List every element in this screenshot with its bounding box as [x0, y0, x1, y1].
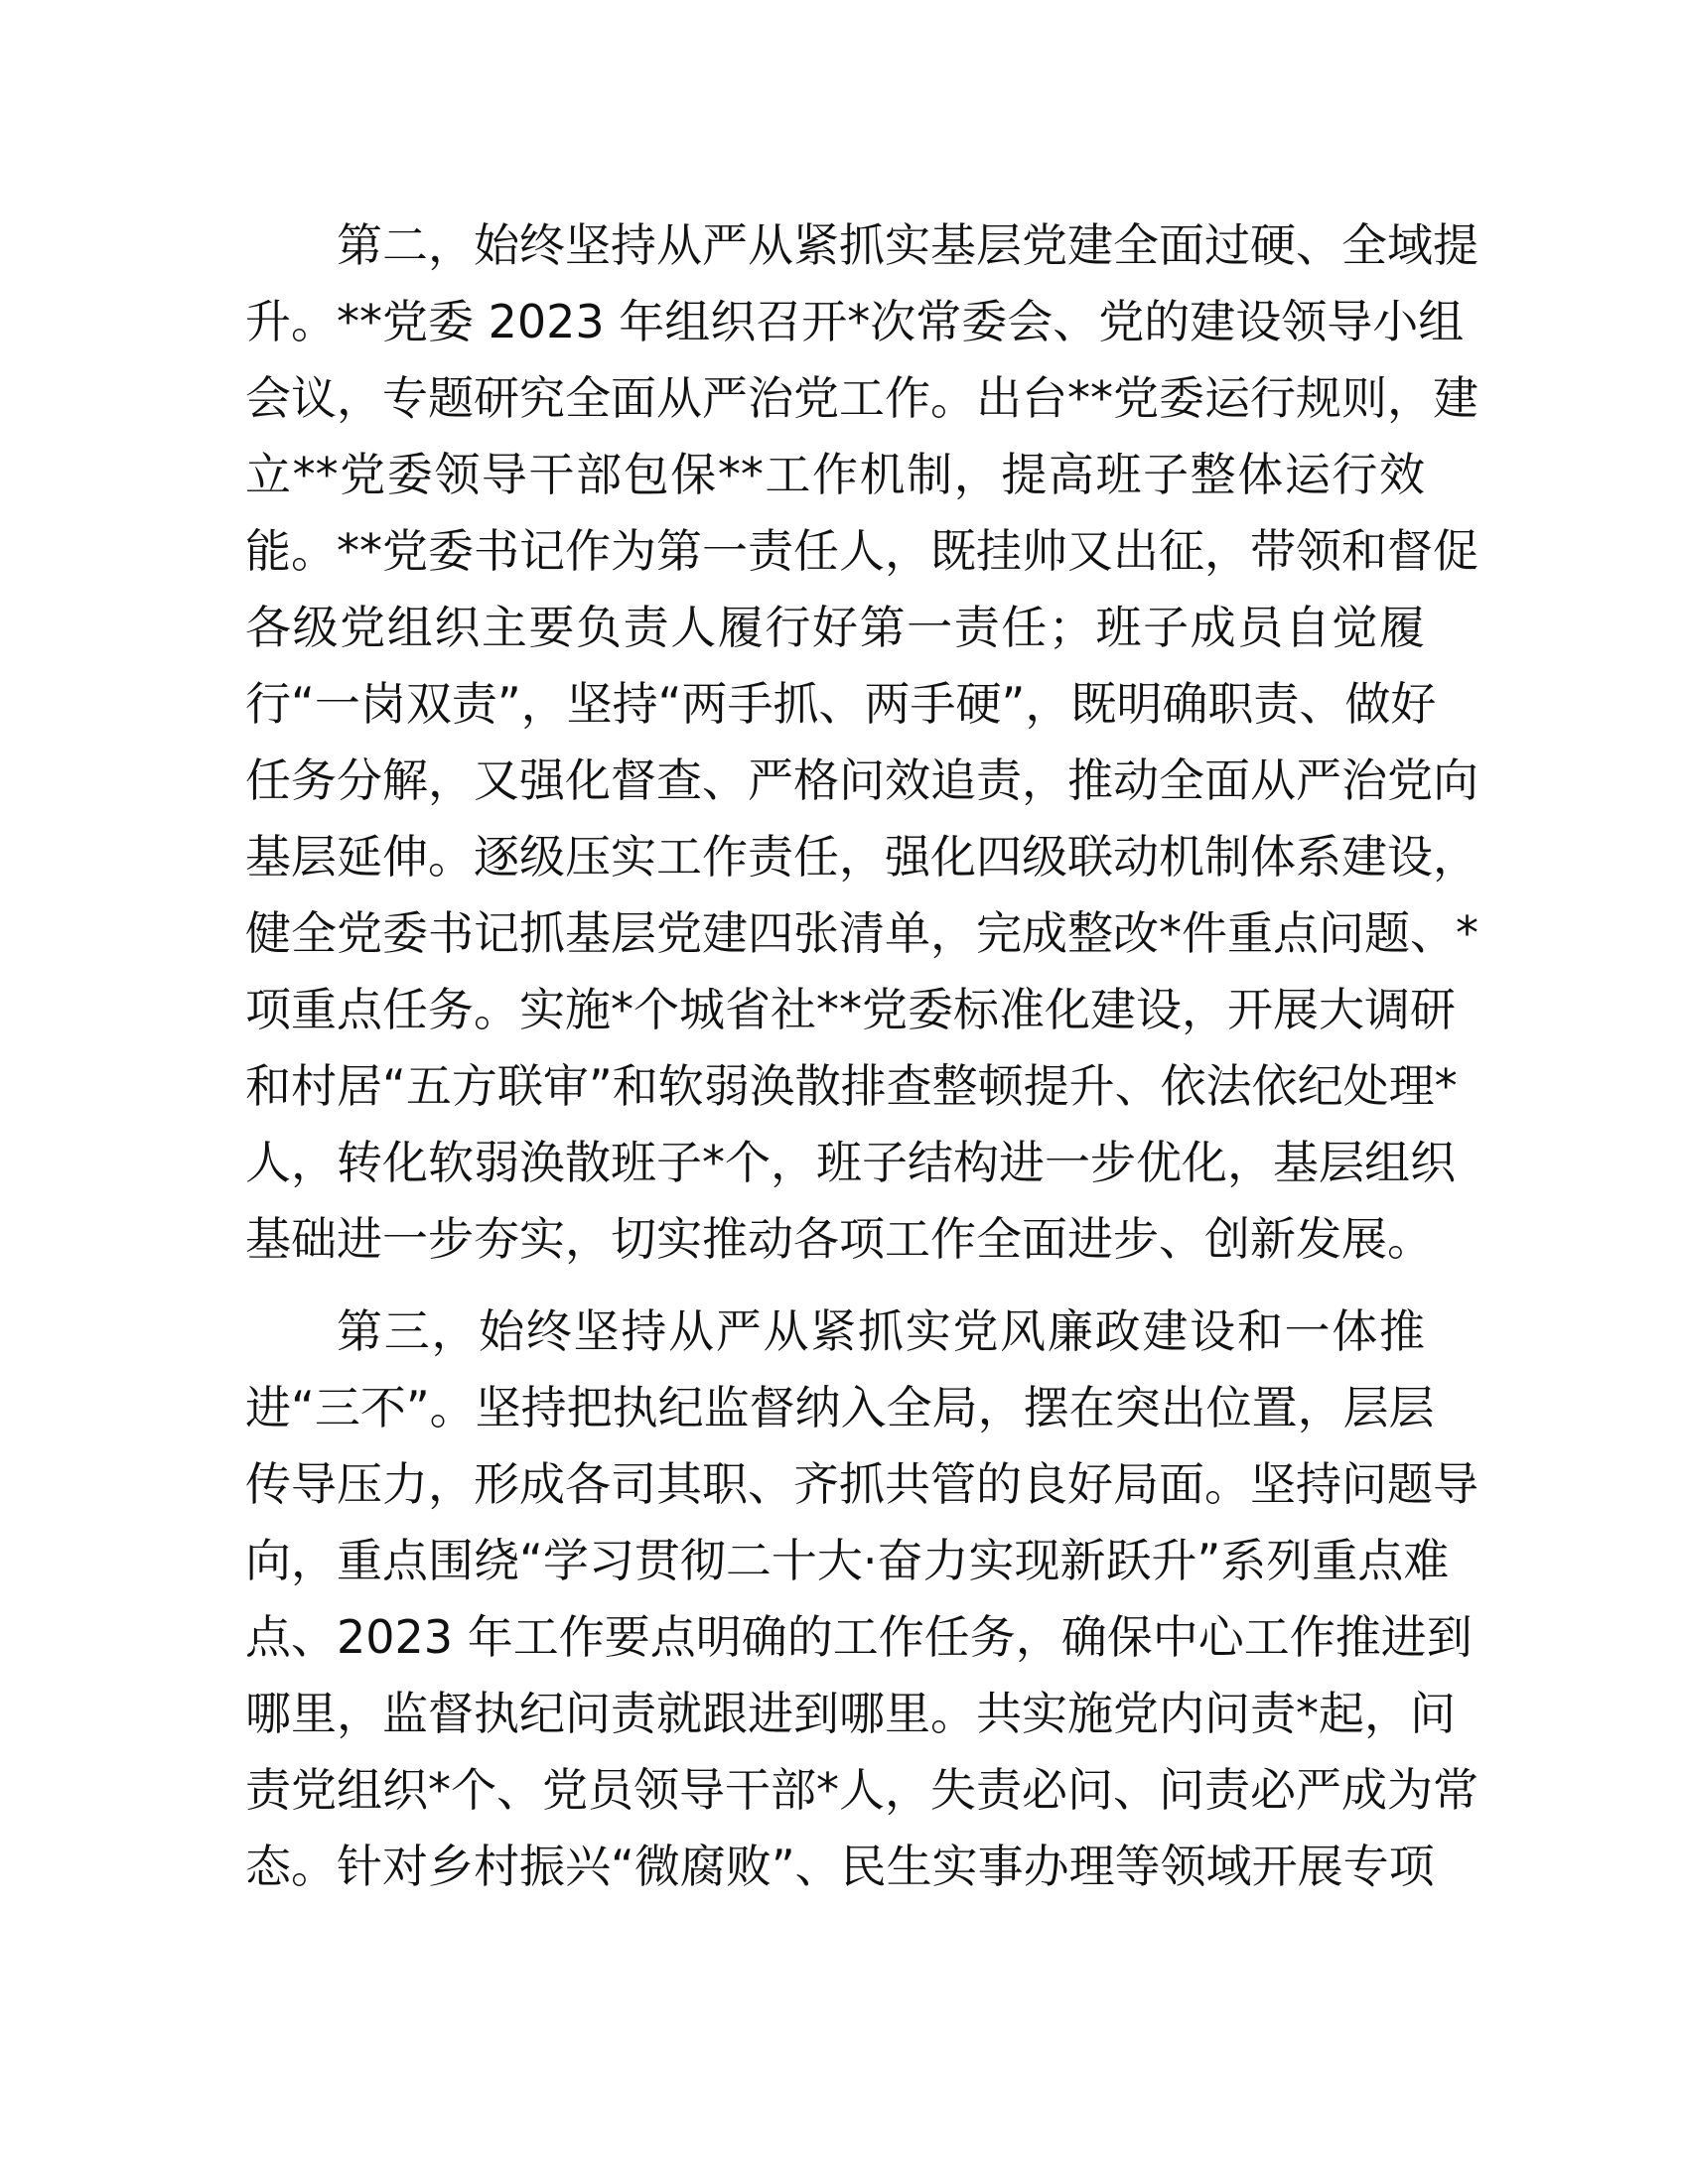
text-line: 立**党委领导干部包保**工作机制，提高班子整体运行效 [245, 448, 1425, 501]
document-body [245, 207, 1478, 1921]
text-line: 各级党组织主要负责人履行好第一责任；班子成员自觉履 [245, 601, 1425, 654]
text-line: 任务分解，又强化督查、严格问效追责，推动全面从严治党向 [245, 753, 1478, 807]
text-line: 人，转化软弱涣散班子*个，班子结构进一步优化，基层组织 [245, 1136, 1456, 1189]
text-line: 第二，始终坚持从严从紧抓实基层党建全面过硬、全域提 [337, 218, 1478, 272]
text-line: 点、2023 年工作要点明确的工作任务，确保中心工作推进到 [245, 1610, 1473, 1664]
text-line: 基础进一步夯实，切实推动各项工作全面进步、创新发展。 [245, 1212, 1433, 1266]
text-line: 向，重点围绕“学习贯彻二十大·奋力实现新跃升”系列重点难 [245, 1534, 1450, 1587]
text-line: 态。针对乡村振兴“微腐败”、民生实事办理等领域开展专项 [245, 1840, 1435, 1893]
text-line: 责党组织*个、党员领导干部*人，失责必问、问责必严成为常 [245, 1763, 1478, 1817]
text-line: 会议，专题研究全面从严治党工作。出台**党委运行规则，建 [245, 371, 1478, 425]
text-line: 和村居“五方联审”和软弱涣散排查整顿提升、依法依纪处理* [245, 1059, 1458, 1113]
text-line: 健全党委书记抓基层党建四张清单，完成整改*件重点问题、* [245, 906, 1478, 960]
paragraph [245, 207, 1478, 1278]
text-line: 第三，始终坚持从严从紧抓实党风廉政建设和一体推 [337, 1304, 1425, 1358]
text-line: 基层延伸。逐级压实工作责任，强化四级联动机制体系建设， [245, 830, 1478, 884]
text-line: 升。**党委 2023 年组织召开*次常委会、党的建设领导小组 [245, 295, 1465, 348]
text-line: 能。**党委书记作为第一责任人，既挂帅又出征，带领和督促 [245, 524, 1478, 578]
text-line: 项重点任务。实施*个城省社**党委标准化建设，开展大调研 [245, 983, 1456, 1036]
text-line: 传导压力，形成各司其职、齐抓共管的良好局面。坚持问题导 [245, 1457, 1478, 1511]
text-line: 进“三不”。坚持把执纪监督纳入全局，摆在突出位置，层层 [245, 1381, 1435, 1434]
paragraph [245, 1294, 1478, 1905]
text-line: 行“一岗双责”，坚持“两手抓、两手硬”，既明确职责、做好 [245, 677, 1437, 731]
text-line: 哪里，监督执纪问责就跟进到哪里。共实施党内问责*起，问 [245, 1687, 1456, 1740]
